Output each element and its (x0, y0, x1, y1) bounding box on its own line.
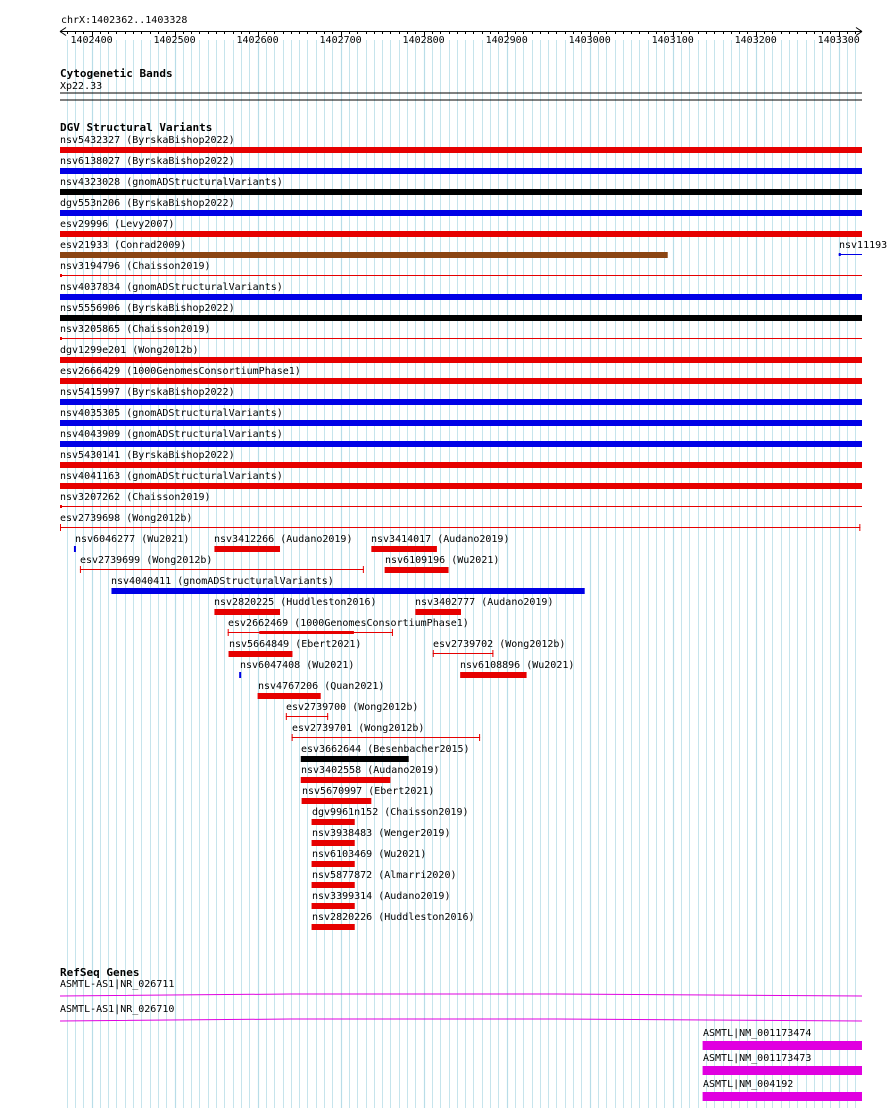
dgv-feature-bar[interactable] (0, 565, 890, 575)
ruler-tick-label: 1402800 (402, 35, 445, 46)
cytoband-track-title: Cytogenetic Bands (60, 67, 173, 80)
ruler-tick-label: 1403100 (651, 35, 694, 46)
gene-feature-label[interactable]: ASMTL|NM_001173474 (703, 1028, 812, 1039)
dgv-feature-label[interactable]: esv2666429 (1000GenomesConsortiumPhase1) (60, 366, 301, 377)
dgv-feature-label[interactable]: nsv3205865 (Chaisson2019) (60, 324, 211, 335)
dgv-feature-label[interactable]: nsv6047408 (Wu2021) (240, 660, 355, 671)
dgv-feature-label[interactable]: nsv3402777 (Audano2019) (415, 597, 554, 608)
dgv-feature-label[interactable]: esv2739701 (Wong2012b) (292, 723, 425, 734)
gene-intron-line[interactable] (0, 1014, 890, 1028)
gene-exon-bar[interactable] (0, 1063, 890, 1077)
dgv-feature-label[interactable]: nsv3938483 (Wenger2019) (312, 828, 451, 839)
dgv-feature-bar[interactable] (0, 586, 890, 596)
dgv-feature-bar[interactable] (0, 712, 890, 722)
dgv-feature-bar[interactable] (0, 313, 890, 323)
dgv-feature-bar[interactable] (0, 859, 890, 869)
dgv-feature-bar[interactable] (0, 460, 890, 470)
dgv-feature-bar[interactable] (0, 397, 890, 407)
dgv-feature-label[interactable]: nsv5415997 (ByrskaBishop2022) (60, 387, 235, 398)
dgv-track-title: DGV Structural Variants (60, 121, 213, 134)
dgv-feature-bar[interactable] (0, 166, 890, 176)
dgv-feature-label[interactable]: nsv4035305 (gnomADStructuralVariants) (60, 408, 283, 419)
dgv-feature-label[interactable]: dgv9961n152 (Chaisson2019) (312, 807, 469, 818)
dgv-feature-label[interactable]: nsv3194796 (Chaisson2019) (60, 261, 211, 272)
dgv-feature-label[interactable]: nsv3207262 (Chaisson2019) (60, 492, 211, 503)
ruler-tick-label: 1402700 (319, 35, 362, 46)
dgv-feature-label[interactable]: nsv4041163 (gnomADStructuralVariants) (60, 471, 283, 482)
dgv-feature-bar[interactable] (0, 733, 890, 743)
dgv-feature-bar[interactable] (0, 187, 890, 197)
dgv-feature-label[interactable]: esv2739702 (Wong2012b) (433, 639, 566, 650)
dgv-feature-label[interactable]: nsv5670997 (Ebert2021) (302, 786, 435, 797)
dgv-feature-label[interactable]: dgv1299e201 (Wong2012b) (60, 345, 199, 356)
dgv-feature-bar[interactable] (0, 376, 890, 386)
dgv-feature-label[interactable]: nsv6109196 (Wu2021) (385, 555, 500, 566)
dgv-feature-label[interactable]: nsv3399314 (Audano2019) (312, 891, 451, 902)
gene-feature-label[interactable]: ASMTL|NM_004192 (703, 1079, 794, 1090)
ruler-tick-label: 1403300 (817, 35, 860, 46)
dgv-feature-label[interactable]: esv3662644 (Besenbacher2015) (301, 744, 470, 755)
dgv-feature-bar[interactable] (0, 145, 890, 155)
ruler-tick-label: 1402900 (485, 35, 528, 46)
dgv-feature-bar[interactable] (0, 628, 890, 638)
ruler-tick-label: 1403200 (734, 35, 777, 46)
gene-intron-line[interactable] (0, 989, 890, 1003)
dgv-feature-label[interactable]: nsv6046277 (Wu2021) (75, 534, 190, 545)
dgv-feature-label[interactable]: esv2739700 (Wong2012b) (286, 702, 419, 713)
dgv-feature-bar[interactable] (0, 439, 890, 449)
dgv-feature-bar[interactable] (0, 229, 890, 239)
dgv-feature-label[interactable]: nsv5877872 (Almarri2020) (312, 870, 457, 881)
dgv-feature-label[interactable]: esv2739699 (Wong2012b) (80, 555, 213, 566)
cytoband-label[interactable]: Xp22.33 (60, 81, 103, 92)
dgv-feature-label[interactable]: esv2662469 (1000GenomesConsortiumPhase1) (228, 618, 469, 629)
ruler-tick-label: 1402500 (153, 35, 196, 46)
gene-feature-label[interactable]: ASMTL|NM_001173473 (703, 1053, 812, 1064)
ruler-tick-label: 1403000 (568, 35, 611, 46)
dgv-feature-label[interactable]: nsv11193 (839, 240, 888, 251)
dgv-feature-label[interactable]: nsv5432327 (ByrskaBishop2022) (60, 135, 235, 146)
dgv-feature-label[interactable]: nsv6138027 (ByrskaBishop2022) (60, 156, 235, 167)
dgv-feature-bar[interactable] (0, 481, 890, 491)
dgv-feature-label[interactable]: esv2739698 (Wong2012b) (60, 513, 193, 524)
dgv-feature-label[interactable]: nsv4037834 (gnomADStructuralVariants) (60, 282, 283, 293)
gene-feature-label[interactable]: ASMTL-AS1|NR_026711 (60, 979, 175, 990)
dgv-feature-bar[interactable] (0, 670, 890, 680)
dgv-feature-label[interactable]: nsv3414017 (Audano2019) (371, 534, 510, 545)
dgv-feature-label[interactable]: nsv2820225 (Huddleston2016) (214, 597, 377, 608)
dgv-feature-label[interactable]: esv21933 (Conrad2009) (60, 240, 187, 251)
dgv-feature-bar[interactable] (0, 775, 890, 785)
dgv-feature-bar[interactable] (0, 544, 890, 554)
dgv-feature-bar[interactable] (0, 691, 890, 701)
dgv-feature-bar[interactable] (0, 901, 890, 911)
dgv-feature-bar[interactable] (0, 208, 890, 218)
refseq-track-title: RefSeq Genes (60, 966, 140, 979)
region-label: chrX:1402362..1403328 (61, 15, 188, 26)
dgv-feature-bar[interactable] (0, 502, 890, 512)
dgv-feature-bar[interactable] (0, 523, 890, 533)
dgv-feature-bar[interactable] (0, 418, 890, 428)
dgv-feature-bar[interactable] (0, 838, 890, 848)
dgv-feature-label[interactable]: nsv6108896 (Wu2021) (460, 660, 575, 671)
coordinate-ruler[interactable] (0, 20, 890, 70)
dgv-feature-bar[interactable] (0, 754, 890, 764)
dgv-feature-bar[interactable] (0, 355, 890, 365)
ruler-tick-label: 1402600 (236, 35, 279, 46)
dgv-feature-label[interactable]: nsv3402558 (Audano2019) (301, 765, 440, 776)
dgv-feature-label[interactable]: esv29996 (Levy2007) (60, 219, 175, 230)
dgv-feature-bar[interactable] (0, 292, 890, 302)
dgv-feature-label[interactable]: nsv3412266 (Audano2019) (214, 534, 353, 545)
dgv-feature-bar[interactable] (0, 880, 890, 890)
gene-feature-label[interactable]: ASMTL-AS1|NR_026710 (60, 1004, 175, 1015)
dgv-feature-label[interactable]: dgv553n206 (ByrskaBishop2022) (60, 198, 235, 209)
dgv-feature-label[interactable]: nsv4323028 (gnomADStructuralVariants) (60, 177, 283, 188)
dgv-feature-label[interactable]: nsv6103469 (Wu2021) (312, 849, 427, 860)
dgv-feature-label[interactable]: nsv4043909 (gnomADStructuralVariants) (60, 429, 283, 440)
dgv-feature-bar[interactable] (0, 649, 890, 659)
dgv-feature-bar[interactable] (0, 250, 890, 260)
dgv-feature-bar[interactable] (0, 796, 890, 806)
dgv-feature-label[interactable]: nsv5664849 (Ebert2021) (229, 639, 362, 650)
gene-exon-bar[interactable] (0, 1089, 890, 1103)
ruler-tick-label: 1402400 (70, 35, 113, 46)
dgv-feature-label[interactable]: nsv4040411 (gnomADStructuralVariants) (111, 576, 334, 587)
dgv-feature-bar[interactable] (0, 271, 890, 281)
dgv-feature-label[interactable]: nsv5556906 (ByrskaBishop2022) (60, 303, 235, 314)
dgv-feature-bar[interactable] (0, 817, 890, 827)
dgv-feature-bar[interactable] (0, 922, 890, 932)
cytoband-bar[interactable] (0, 90, 890, 102)
dgv-feature-label[interactable]: nsv5430141 (ByrskaBishop2022) (60, 450, 235, 461)
dgv-feature-label[interactable]: nsv4767206 (Quan2021) (258, 681, 385, 692)
dgv-feature-bar[interactable] (0, 334, 890, 344)
dgv-feature-bar[interactable] (0, 607, 890, 617)
dgv-feature-label[interactable]: nsv2820226 (Huddleston2016) (312, 912, 475, 923)
gene-exon-bar[interactable] (0, 1038, 890, 1052)
